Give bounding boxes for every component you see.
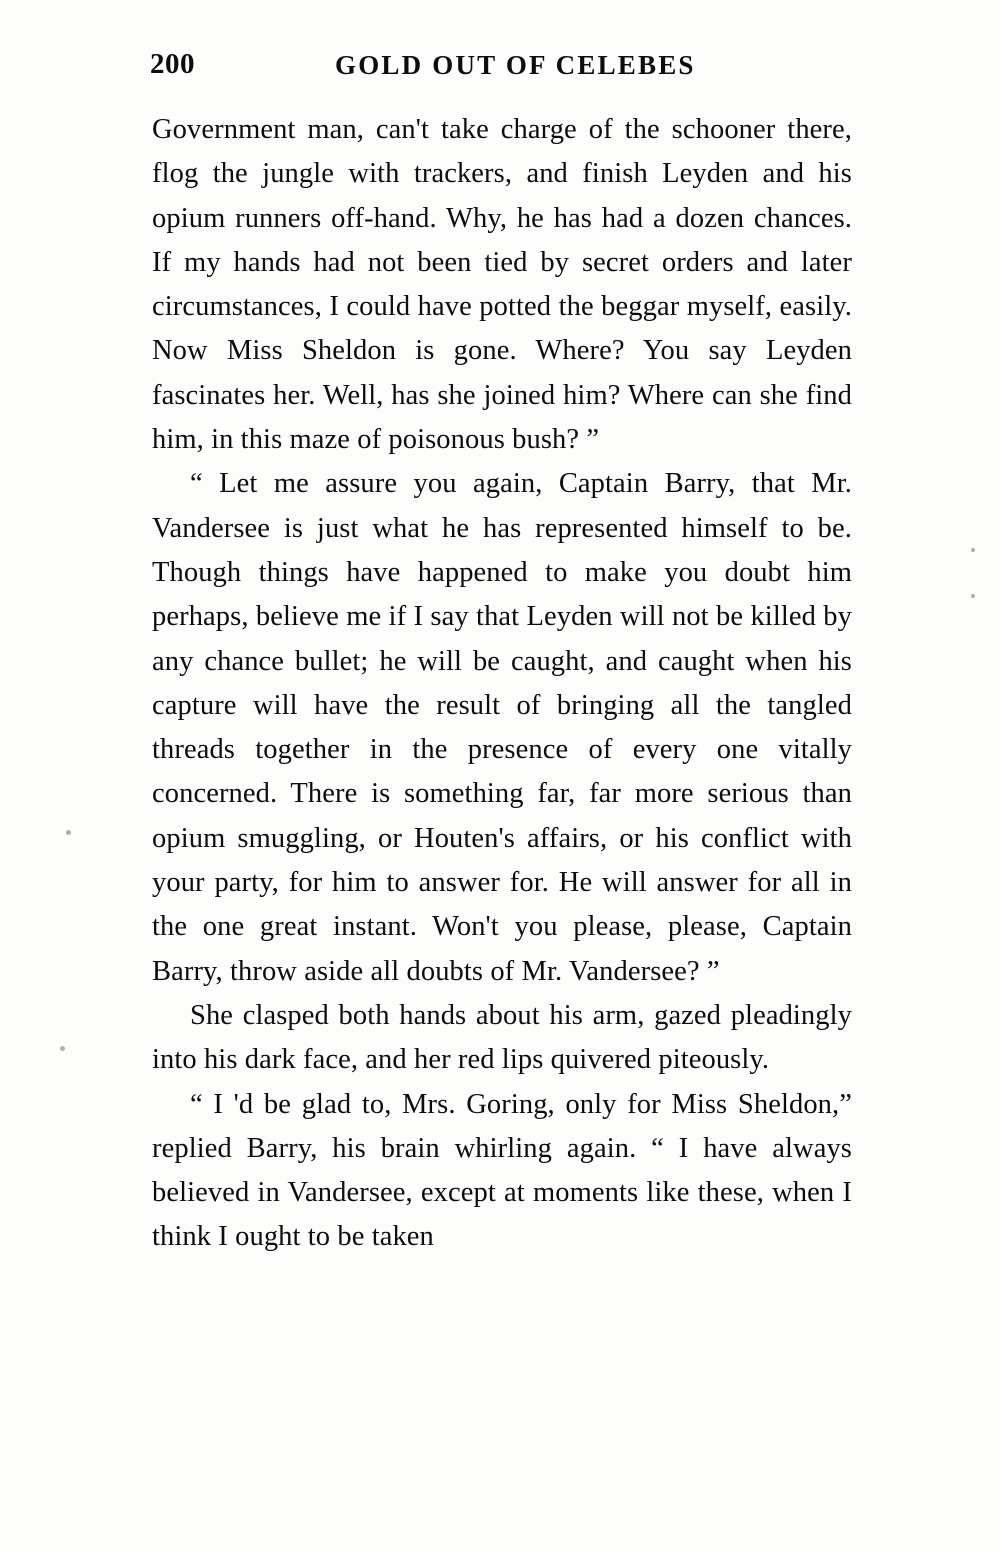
paragraph: “ I 'd be glad to, Mrs. Goring, only for Miss Sheldon,” replied Barry, his brain whirling again. “ I have always believed in Vandersee, except at moments like these, when I think I ought to be taken	[152, 1088, 852, 1253]
paragraph: She clasped both hands about his arm, gazed pleadingly into his dark face, and her red lips quivered piteously.	[152, 999, 852, 1076]
running-title: GOLD OUT OF CELEBES	[335, 50, 696, 80]
scan-speck	[971, 548, 975, 552]
scan-speck	[971, 594, 975, 598]
page-number: 200	[150, 48, 195, 80]
page-header	[150, 48, 850, 88]
paragraph: “ Let me assure you again, Captain Barry, that Mr. Vandersee is just what he has represented himself to be. Though things have happened to make you doubt him perhaps, believe me if I say that Leyden will not be killed by any chance bullet; he will be caught, and caught when his capture will have the result of bringing all the tangled threads together in the presence of every one vitally concerned. There is something far, far more serious than opium smuggling, or Houten's affairs, or his conflict with your party, for him to answer for. He will answer for all in the one great instant. Won't you please, please, Captain Barry, throw aside all doubts of Mr. Vandersee? ”	[152, 468, 852, 987]
paragraph: Government man, can't take charge of the schooner there, flog the jungle with trackers, and finish Leyden and his opium runners off-hand. Why, he has had a dozen chances. If my hands had not been tied by secret orders and later circumstances, I could have potted the beggar myself, easily. Now Miss Sheldon is gone. Where? You say Leyden fascinates her. Well, has she joined him? Where can she find him, in this maze of poisonous bush? ”	[152, 114, 852, 456]
scan-speck	[66, 830, 71, 835]
scan-speck	[60, 1046, 65, 1051]
page-body	[152, 108, 852, 1260]
